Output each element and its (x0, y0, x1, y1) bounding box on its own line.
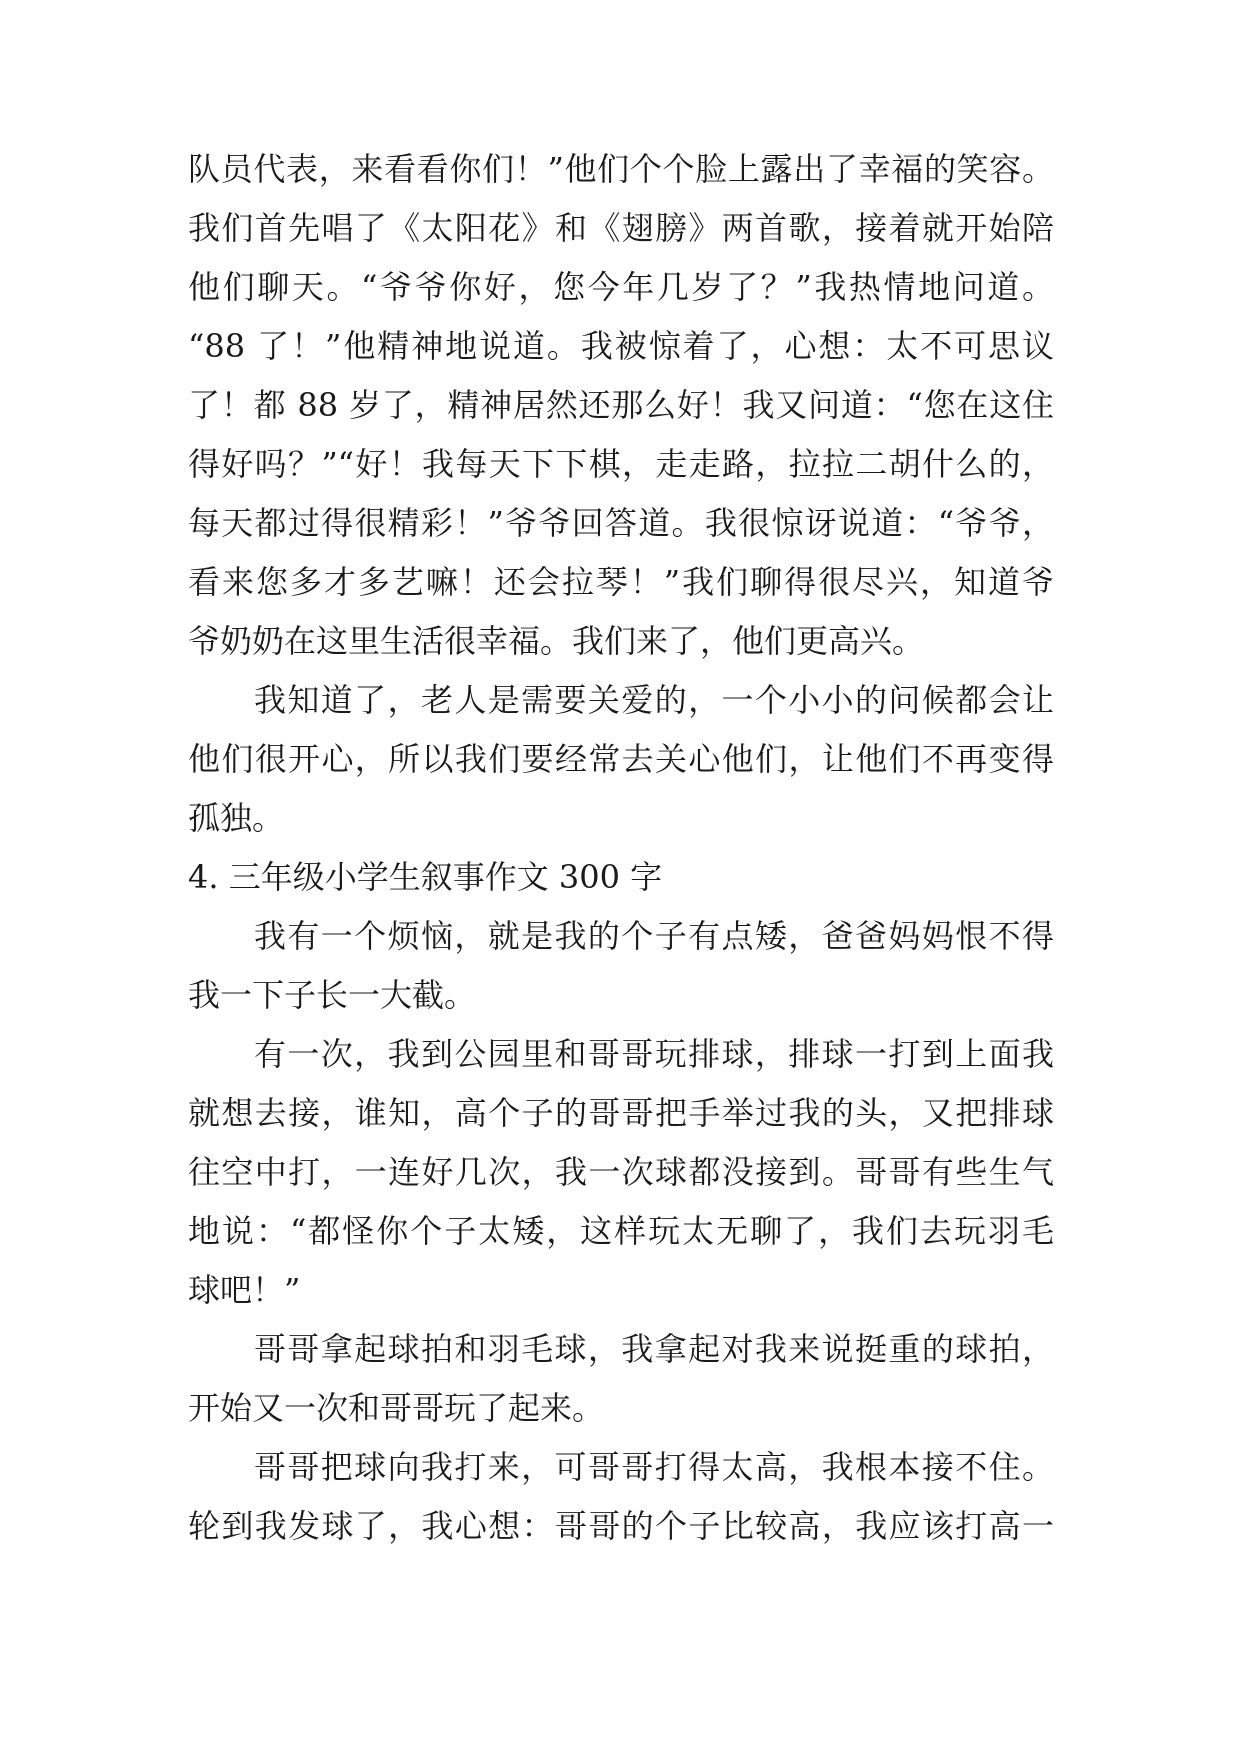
text-line: 轮到我发球了，我心想：哥哥的个子比较高，我应该打高一 (188, 1507, 1054, 1545)
text-line: 孤独。 (188, 799, 285, 837)
text-line: 得好吗？”“好！我每天下下棋，走走路，拉拉二胡什么的， (188, 445, 1054, 483)
text-line: 他们聊天。“爷爷你好，您今年几岁了？”我热情地问道。 (188, 268, 1054, 306)
paragraph (188, 907, 1054, 1025)
text-line: 球吧！” (188, 1271, 301, 1309)
text-line: 我知道了，老人是需要关爱的，一个小小的问候都会让 (254, 681, 1054, 719)
text-line: 地说：“都怪你个子太矮，这样玩太无聊了，我们去玩羽毛 (188, 1212, 1054, 1250)
text-line: 我一下子长一大截。 (188, 976, 477, 1014)
text-line: 往空中打，一连好几次，我一次球都没接到。哥哥有些生气 (188, 1153, 1054, 1191)
text-line: 了！都 88 岁了，精神居然还那么好！我又问道：“您在这住 (188, 386, 1054, 424)
text-line: 他们很开心，所以我们要经常去关心他们，让他们不再变得 (188, 740, 1054, 778)
text-line: 每天都过得很精彩！”爷爷回答道。我很惊讶说道：“爷爷， (188, 504, 1054, 542)
text-line: 看来您多才多艺嘛！还会拉琴！”我们聊得很尽兴，知道爷 (188, 563, 1054, 601)
text-line: 队员代表，来看看你们！”他们个个脸上露出了幸福的笑容。 (188, 150, 1054, 188)
text-line: 有一次，我到公园里和哥哥玩排球，排球一打到上面我 (254, 1035, 1054, 1073)
paragraph (188, 671, 1054, 848)
paragraph (188, 1320, 1054, 1438)
text-line: “88 了！”他精神地说道。我被惊着了，心想：太不可思议 (188, 327, 1054, 365)
text-line: 爷奶奶在这里生活很幸福。我们来了，他们更高兴。 (188, 622, 925, 660)
paragraph (188, 140, 1054, 671)
paragraph (188, 1438, 1054, 1556)
heading-text: 4. 三年级小学生叙事作文 300 字 (188, 858, 663, 896)
text-line: 开始又一次和哥哥玩了起来。 (188, 1389, 605, 1427)
text-line: 就想去接，谁知，高个子的哥哥把手举过我的头，又把排球 (188, 1094, 1054, 1132)
section-heading (188, 848, 1054, 907)
paragraph (188, 1025, 1054, 1320)
text-line: 哥哥拿起球拍和羽毛球，我拿起对我来说挺重的球拍， (254, 1330, 1054, 1368)
text-line: 我有一个烦恼，就是我的个子有点矮，爸爸妈妈恨不得 (254, 917, 1054, 955)
document-page (188, 140, 1054, 1556)
text-line: 我们首先唱了《太阳花》和《翅膀》两首歌，接着就开始陪 (188, 209, 1054, 247)
text-line: 哥哥把球向我打来，可哥哥打得太高，我根本接不住。 (254, 1448, 1054, 1486)
